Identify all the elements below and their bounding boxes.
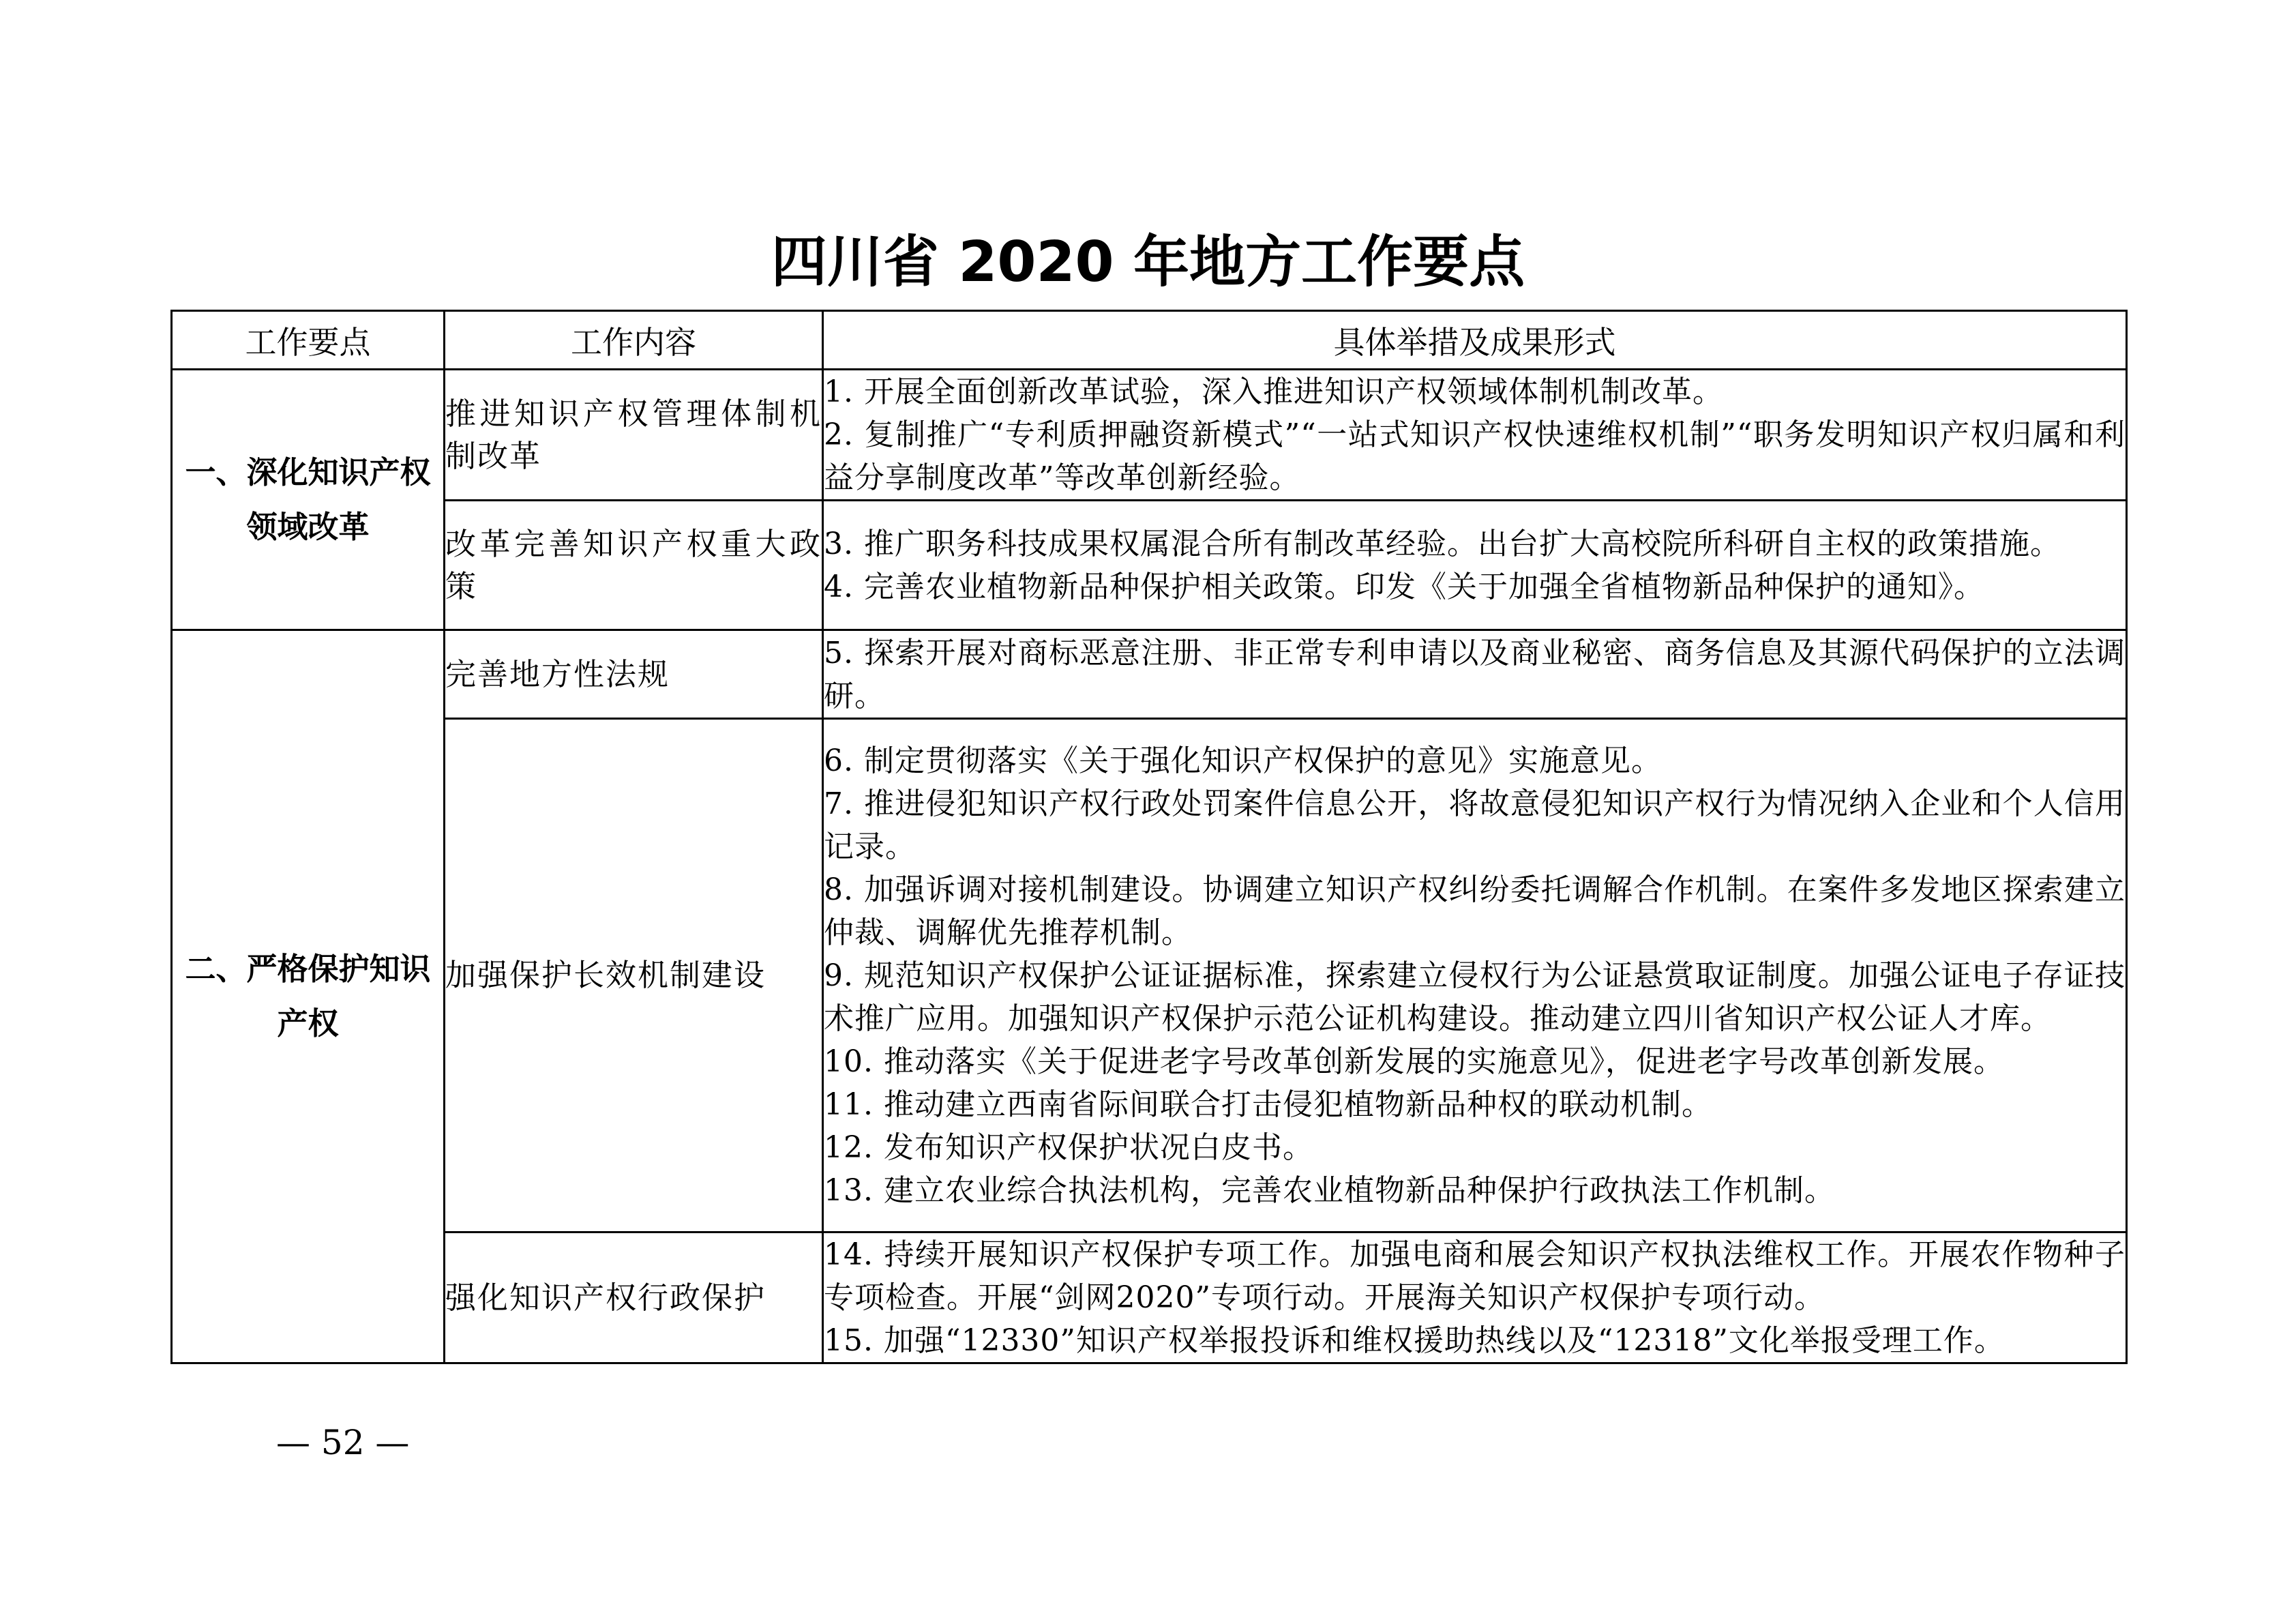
measure-item: 3. 推广职务科技成果权属混合所有制改革经验。出台扩大高校院所科研自主权的政策措施。 [824,526,2061,561]
table-row [172,1232,2127,1363]
measures-cell [823,1232,2127,1363]
measure-item: 7. 推进侵犯知识产权行政处罚案件信息公开，将故意侵犯知识产权行为情况纳入企业和个人信用记录。 [824,786,2126,864]
measure-item: 10. 推动落实《关于促进老字号改革创新发展的实施意见》，促进老字号改革创新发展。 [824,1044,2004,1079]
measure-item: 14. 持续开展知识产权保护专项工作。加强电商和展会知识产权执法维权工作。开展农作物种子专项检查。开展“剑网2020”专项行动。开展海关知识产权保护专项行动。 [824,1237,2126,1315]
work-content: 强化知识产权行政保护 [445,1232,823,1363]
work-content: 加强保护长效机制建设 [445,719,823,1232]
table-row [172,370,2127,501]
measures-cell [823,370,2127,501]
table-header-row [172,311,2127,370]
header-measures: 具体举措及成果形式 [823,311,2127,370]
measure-item: 9. 规范知识产权保护公证证据标准，探索建立侵权行为公证悬赏取证制度。加强公证电子存证技术推广应用。加强知识产权保护示范公证机构建设。推动建立四川省知识产权公证人才库。 [824,958,2126,1036]
measure-item: 8. 加强诉调对接机制建设。协调建立知识产权纠纷委托调解合作机制。在案件多发地区探索建立仲裁、调解优先推荐机制。 [824,872,2126,950]
work-content: 改革完善知识产权重大政策 [445,501,823,630]
measure-item: 6. 制定贯彻落实《关于强化知识产权保护的意见》实施意见。 [824,743,1662,778]
header-point: 工作要点 [172,311,445,370]
measure-item: 12. 发布知识产权保护状况白皮书。 [824,1130,1313,1165]
page-number: — 52 — [276,1423,410,1462]
table-row [172,719,2127,1232]
section-point: 一、深化知识产权领域改革 [172,370,445,630]
measures-cell [823,501,2127,630]
page-title: 四川省 2020 年地方工作要点 [771,230,1525,295]
measure-item: 2. 复制推广“专利质押融资新模式”“一站式知识产权快速维权机制”“职务发明知识产权归属和利益分享制度改革”等改革创新经验。 [824,417,2126,495]
measure-item: 13. 建立农业综合执法机构，完善农业植物新品种保护行政执法工作机制。 [824,1172,1835,1208]
header-content: 工作内容 [445,311,823,370]
measure-item: 4. 完善农业植物新品种保护相关政策。印发《关于加强全省植物新品种保护的通知》。 [824,569,1984,604]
work-content: 完善地方性法规 [445,630,823,719]
table-row [172,630,2127,719]
table-row [172,501,2127,630]
measure-item: 11. 推动建立西南省际间联合打击侵犯植物新品种权的联动机制。 [824,1087,1712,1122]
section-point: 二、严格保护知识产权 [172,630,445,1363]
measure-item: 15. 加强“12330”知识产权举报投诉和维权援助热线以及“12318”文化举报受理工作。 [824,1323,2005,1358]
work-content: 推进知识产权管理体制机制改革 [445,370,823,501]
measures-cell [823,719,2127,1232]
measure-item: 1. 开展全面创新改革试验，深入推进知识产权领域体制机制改革。 [824,374,1723,409]
work-points-table [170,310,2128,1364]
measure-item: 5. 探索开展对商标恶意注册、非正常专利申请以及商业秘密、商务信息及其源代码保护的立法调研。 [824,635,2126,713]
measures-cell [823,630,2127,719]
